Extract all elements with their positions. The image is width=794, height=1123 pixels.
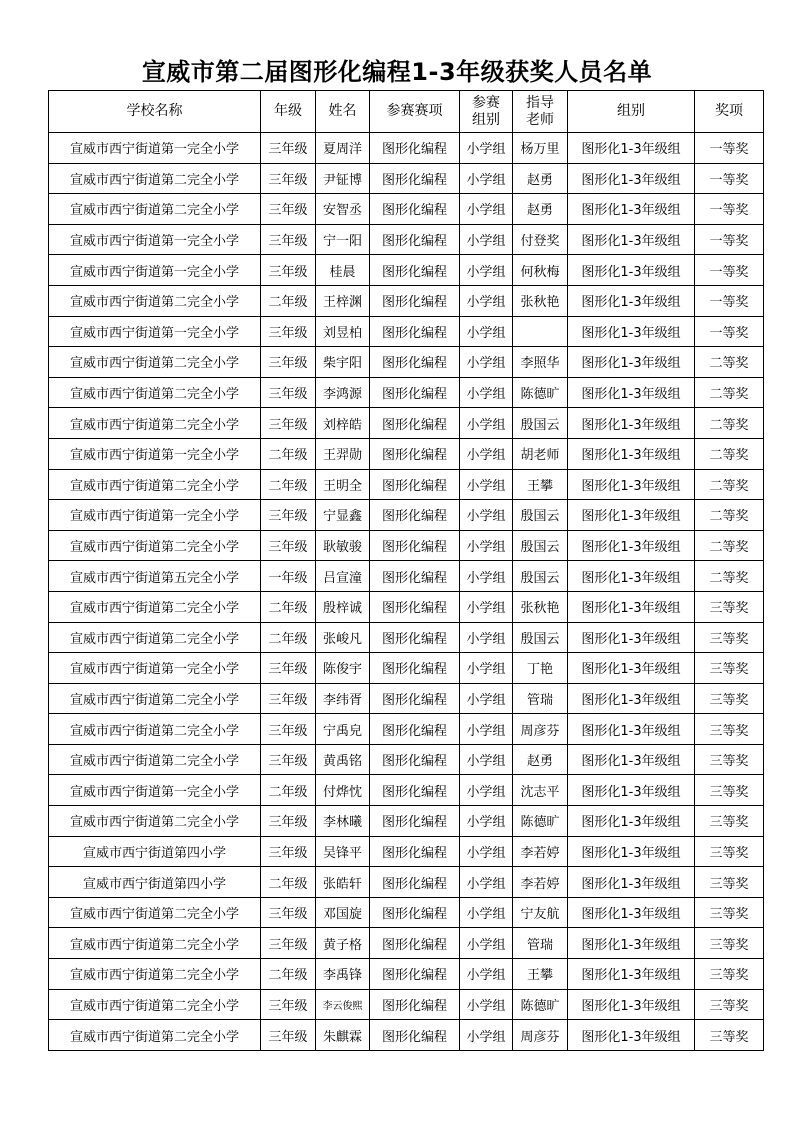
cell-school: 宣威市西宁街道第二完全小学 (49, 622, 261, 653)
cell-award: 一等奖 (695, 224, 764, 255)
cell-group: 小学组 (460, 653, 513, 684)
table-row (49, 438, 764, 469)
cell-name: 宁禹皃 (316, 714, 370, 745)
cell-category: 图形化1-3年级组 (568, 347, 695, 378)
cell-school: 宣威市西宁街道第二完全小学 (49, 1020, 261, 1051)
cell-event: 图形化编程 (370, 347, 460, 378)
cell-grade: 三年级 (261, 989, 316, 1020)
cell-grade: 二年级 (261, 959, 316, 990)
cell-category: 图形化1-3年级组 (568, 591, 695, 622)
cell-grade: 二年级 (261, 438, 316, 469)
table-row (49, 377, 764, 408)
table-row (49, 897, 764, 928)
cell-school: 宣威市西宁街道第二完全小学 (49, 469, 261, 500)
cell-grade: 三年级 (261, 836, 316, 867)
table-row (49, 255, 764, 286)
cell-category: 图形化1-3年级组 (568, 530, 695, 561)
cell-grade: 二年级 (261, 622, 316, 653)
cell-grade: 三年级 (261, 255, 316, 286)
cell-group: 小学组 (460, 591, 513, 622)
cell-group: 小学组 (460, 255, 513, 286)
cell-school: 宣威市西宁街道第一完全小学 (49, 224, 261, 255)
cell-category: 图形化1-3年级组 (568, 653, 695, 684)
cell-award: 一等奖 (695, 255, 764, 286)
cell-award: 二等奖 (695, 408, 764, 439)
cell-school: 宣威市西宁街道第二完全小学 (49, 408, 261, 439)
cell-name: 王梓渊 (316, 285, 370, 316)
cell-school: 宣威市西宁街道第二完全小学 (49, 989, 261, 1020)
cell-category: 图形化1-3年级组 (568, 408, 695, 439)
cell-teacher: 丁艳 (513, 653, 568, 684)
cell-category: 图形化1-3年级组 (568, 438, 695, 469)
cell-school: 宣威市西宁街道第二完全小学 (49, 347, 261, 378)
cell-teacher: 管瑞 (513, 683, 568, 714)
cell-name: 桂晨 (316, 255, 370, 286)
table-row (49, 1020, 764, 1051)
cell-event: 图形化编程 (370, 224, 460, 255)
cell-award: 三等奖 (695, 775, 764, 806)
cell-event: 图形化编程 (370, 989, 460, 1020)
cell-school: 宣威市西宁街道第一完全小学 (49, 775, 261, 806)
cell-award: 三等奖 (695, 744, 764, 775)
cell-teacher: 沈志平 (513, 775, 568, 806)
cell-event: 图形化编程 (370, 408, 460, 439)
table-row (49, 989, 764, 1020)
cell-teacher: 李照华 (513, 347, 568, 378)
header-name: 姓名 (316, 91, 370, 133)
cell-category: 图形化1-3年级组 (568, 622, 695, 653)
cell-grade: 三年级 (261, 897, 316, 928)
cell-teacher: 张秋艳 (513, 591, 568, 622)
table-row (49, 194, 764, 225)
cell-event: 图形化编程 (370, 897, 460, 928)
cell-category: 图形化1-3年级组 (568, 683, 695, 714)
cell-event: 图形化编程 (370, 438, 460, 469)
cell-event: 图形化编程 (370, 255, 460, 286)
cell-school: 宣威市西宁街道第一完全小学 (49, 438, 261, 469)
header-grade: 年级 (261, 91, 316, 133)
cell-award: 一等奖 (695, 194, 764, 225)
cell-teacher: 陈德旷 (513, 377, 568, 408)
table-header (49, 91, 764, 133)
cell-school: 宣威市西宁街道第二完全小学 (49, 285, 261, 316)
cell-grade: 三年级 (261, 194, 316, 225)
cell-award: 三等奖 (695, 989, 764, 1020)
cell-grade: 二年级 (261, 775, 316, 806)
cell-award: 三等奖 (695, 867, 764, 898)
cell-teacher: 王攀 (513, 959, 568, 990)
cell-name: 刘梓皓 (316, 408, 370, 439)
cell-event: 图形化编程 (370, 928, 460, 959)
cell-school: 宣威市西宁街道第二完全小学 (49, 959, 261, 990)
cell-group: 小学组 (460, 775, 513, 806)
cell-award: 二等奖 (695, 377, 764, 408)
cell-teacher: 李若婷 (513, 867, 568, 898)
cell-event: 图形化编程 (370, 469, 460, 500)
cell-name: 李禹锋 (316, 959, 370, 990)
cell-teacher: 周彦芬 (513, 714, 568, 745)
page-title: 宣威市第二届图形化编程1-3年级获奖人员名单 (141, 58, 653, 86)
cell-name: 吴锋平 (316, 836, 370, 867)
cell-category: 图形化1-3年级组 (568, 194, 695, 225)
cell-event: 图形化编程 (370, 959, 460, 990)
cell-category: 图形化1-3年级组 (568, 285, 695, 316)
cell-award: 一等奖 (695, 285, 764, 316)
cell-event: 图形化编程 (370, 836, 460, 867)
cell-grade: 三年级 (261, 347, 316, 378)
cell-school: 宣威市西宁街道第二完全小学 (49, 591, 261, 622)
cell-teacher: 宁友航 (513, 897, 568, 928)
cell-group: 小学组 (460, 714, 513, 745)
cell-event: 图形化编程 (370, 653, 460, 684)
cell-category: 图形化1-3年级组 (568, 928, 695, 959)
cell-grade: 三年级 (261, 928, 316, 959)
cell-award: 三等奖 (695, 622, 764, 653)
cell-grade: 三年级 (261, 806, 316, 837)
cell-category: 图形化1-3年级组 (568, 500, 695, 531)
table-row (49, 867, 764, 898)
cell-teacher: 殷国云 (513, 500, 568, 531)
cell-award: 三等奖 (695, 683, 764, 714)
table-row (49, 959, 764, 990)
cell-award: 三等奖 (695, 897, 764, 928)
cell-teacher: 周彦芬 (513, 1020, 568, 1051)
cell-grade: 三年级 (261, 683, 316, 714)
cell-event: 图形化编程 (370, 133, 460, 164)
cell-school: 宣威市西宁街道第四小学 (49, 867, 261, 898)
cell-school: 宣威市西宁街道第二完全小学 (49, 714, 261, 745)
header-group-line1: 参赛 (472, 94, 500, 111)
cell-event: 图形化编程 (370, 622, 460, 653)
cell-group: 小学组 (460, 989, 513, 1020)
header-teacher-line1: 指导 (526, 94, 554, 111)
cell-name: 李纬胥 (316, 683, 370, 714)
cell-school: 宣威市西宁街道第四小学 (49, 836, 261, 867)
cell-name: 王羿勋 (316, 438, 370, 469)
cell-award: 三等奖 (695, 714, 764, 745)
cell-group: 小学组 (460, 194, 513, 225)
cell-category: 图形化1-3年级组 (568, 1020, 695, 1051)
cell-school: 宣威市西宁街道第二完全小学 (49, 928, 261, 959)
table-row (49, 224, 764, 255)
table-row (49, 316, 764, 347)
cell-award: 二等奖 (695, 347, 764, 378)
cell-group: 小学组 (460, 133, 513, 164)
table-row (49, 591, 764, 622)
cell-teacher (513, 316, 568, 347)
cell-grade: 三年级 (261, 377, 316, 408)
cell-event: 图形化编程 (370, 194, 460, 225)
header-row (49, 91, 764, 133)
cell-school: 宣威市西宁街道第二完全小学 (49, 377, 261, 408)
cell-group: 小学组 (460, 561, 513, 592)
cell-school: 宣威市西宁街道第一完全小学 (49, 500, 261, 531)
cell-award: 二等奖 (695, 500, 764, 531)
cell-grade: 三年级 (261, 224, 316, 255)
cell-name: 安智丞 (316, 194, 370, 225)
cell-grade: 一年级 (261, 561, 316, 592)
cell-name: 付烨忱 (316, 775, 370, 806)
table-row (49, 714, 764, 745)
table-row (49, 163, 764, 194)
cell-category: 图形化1-3年级组 (568, 469, 695, 500)
cell-award: 三等奖 (695, 928, 764, 959)
cell-teacher: 赵勇 (513, 163, 568, 194)
cell-event: 图形化编程 (370, 500, 460, 531)
cell-group: 小学组 (460, 683, 513, 714)
cell-award: 三等奖 (695, 806, 764, 837)
header-teacher (513, 91, 568, 133)
cell-school: 宣威市西宁街道第二完全小学 (49, 897, 261, 928)
cell-category: 图形化1-3年级组 (568, 133, 695, 164)
cell-grade: 三年级 (261, 133, 316, 164)
cell-name: 张皓轩 (316, 867, 370, 898)
cell-event: 图形化编程 (370, 714, 460, 745)
cell-name: 刘昱柏 (316, 316, 370, 347)
cell-category: 图形化1-3年级组 (568, 836, 695, 867)
cell-category: 图形化1-3年级组 (568, 714, 695, 745)
table-row (49, 775, 764, 806)
cell-group: 小学组 (460, 959, 513, 990)
cell-name: 宁一阳 (316, 224, 370, 255)
cell-teacher: 杨万里 (513, 133, 568, 164)
cell-group: 小学组 (460, 469, 513, 500)
cell-teacher: 王攀 (513, 469, 568, 500)
table-row (49, 530, 764, 561)
table-row (49, 285, 764, 316)
cell-school: 宣威市西宁街道第一完全小学 (49, 133, 261, 164)
cell-school: 宣威市西宁街道第二完全小学 (49, 530, 261, 561)
table-row (49, 347, 764, 378)
cell-award: 一等奖 (695, 163, 764, 194)
cell-group: 小学组 (460, 744, 513, 775)
cell-event: 图形化编程 (370, 285, 460, 316)
cell-award: 二等奖 (695, 469, 764, 500)
cell-grade: 三年级 (261, 408, 316, 439)
cell-school: 宣威市西宁街道第一完全小学 (49, 255, 261, 286)
cell-group: 小学组 (460, 836, 513, 867)
cell-school: 宣威市西宁街道第二完全小学 (49, 163, 261, 194)
cell-award: 二等奖 (695, 530, 764, 561)
cell-name: 夏周洋 (316, 133, 370, 164)
cell-group: 小学组 (460, 347, 513, 378)
cell-category: 图形化1-3年级组 (568, 316, 695, 347)
cell-name: 柴宇阳 (316, 347, 370, 378)
table-row (49, 744, 764, 775)
cell-award: 三等奖 (695, 959, 764, 990)
cell-group: 小学组 (460, 530, 513, 561)
cell-group: 小学组 (460, 224, 513, 255)
cell-event: 图形化编程 (370, 316, 460, 347)
cell-award: 二等奖 (695, 561, 764, 592)
cell-group: 小学组 (460, 1020, 513, 1051)
cell-category: 图形化1-3年级组 (568, 377, 695, 408)
cell-teacher: 陈德旷 (513, 989, 568, 1020)
cell-grade: 二年级 (261, 469, 316, 500)
cell-event: 图形化编程 (370, 377, 460, 408)
table-row (49, 928, 764, 959)
cell-event: 图形化编程 (370, 806, 460, 837)
header-award: 奖项 (695, 91, 764, 133)
awards-table (48, 90, 764, 1051)
header-group (460, 91, 513, 133)
header-school: 学校名称 (49, 91, 261, 133)
cell-event: 图形化编程 (370, 867, 460, 898)
cell-group: 小学组 (460, 377, 513, 408)
cell-teacher: 殷国云 (513, 408, 568, 439)
cell-group: 小学组 (460, 316, 513, 347)
cell-teacher: 何秋梅 (513, 255, 568, 286)
cell-name: 朱麒霖 (316, 1020, 370, 1051)
cell-grade: 二年级 (261, 591, 316, 622)
cell-grade: 三年级 (261, 714, 316, 745)
cell-category: 图形化1-3年级组 (568, 775, 695, 806)
cell-event: 图形化编程 (370, 775, 460, 806)
cell-category: 图形化1-3年级组 (568, 561, 695, 592)
table-body (49, 133, 764, 1051)
cell-award: 二等奖 (695, 438, 764, 469)
cell-grade: 三年级 (261, 1020, 316, 1051)
cell-award: 三等奖 (695, 653, 764, 684)
cell-school: 宣威市西宁街道第一完全小学 (49, 316, 261, 347)
table-row (49, 836, 764, 867)
cell-grade: 三年级 (261, 316, 316, 347)
cell-category: 图形化1-3年级组 (568, 897, 695, 928)
cell-grade: 二年级 (261, 285, 316, 316)
table-row (49, 806, 764, 837)
cell-teacher: 陈德旷 (513, 806, 568, 837)
header-group-line2: 组别 (472, 111, 500, 128)
cell-category: 图形化1-3年级组 (568, 224, 695, 255)
cell-category: 图形化1-3年级组 (568, 744, 695, 775)
cell-event: 图形化编程 (370, 1020, 460, 1051)
cell-group: 小学组 (460, 163, 513, 194)
cell-award: 一等奖 (695, 133, 764, 164)
cell-award: 三等奖 (695, 836, 764, 867)
cell-group: 小学组 (460, 897, 513, 928)
table-row (49, 683, 764, 714)
cell-group: 小学组 (460, 408, 513, 439)
cell-group: 小学组 (460, 438, 513, 469)
header-category: 组别 (568, 91, 695, 133)
table-row (49, 561, 764, 592)
cell-teacher: 张秋艳 (513, 285, 568, 316)
cell-name: 黄禹铭 (316, 744, 370, 775)
cell-grade: 三年级 (261, 744, 316, 775)
cell-teacher: 殷国云 (513, 530, 568, 561)
cell-teacher: 赵勇 (513, 194, 568, 225)
cell-teacher: 赵勇 (513, 744, 568, 775)
cell-name: 张峻凡 (316, 622, 370, 653)
cell-category: 图形化1-3年级组 (568, 989, 695, 1020)
cell-award: 三等奖 (695, 591, 764, 622)
cell-event: 图形化编程 (370, 683, 460, 714)
cell-teacher: 付登奖 (513, 224, 568, 255)
cell-school: 宣威市西宁街道第二完全小学 (49, 683, 261, 714)
cell-grade: 二年级 (261, 867, 316, 898)
cell-group: 小学组 (460, 806, 513, 837)
cell-group: 小学组 (460, 622, 513, 653)
cell-name: 耿敏骏 (316, 530, 370, 561)
cell-name: 李林曦 (316, 806, 370, 837)
cell-grade: 三年级 (261, 653, 316, 684)
cell-award: 三等奖 (695, 1020, 764, 1051)
table-row (49, 469, 764, 500)
cell-category: 图形化1-3年级组 (568, 163, 695, 194)
cell-school: 宣威市西宁街道第五完全小学 (49, 561, 261, 592)
cell-award: 一等奖 (695, 316, 764, 347)
cell-event: 图形化编程 (370, 561, 460, 592)
cell-name: 黄子格 (316, 928, 370, 959)
cell-name: 尹钲博 (316, 163, 370, 194)
table-row (49, 500, 764, 531)
cell-name: 邓国旋 (316, 897, 370, 928)
cell-teacher: 胡老师 (513, 438, 568, 469)
cell-name: 王明全 (316, 469, 370, 500)
cell-grade: 三年级 (261, 500, 316, 531)
cell-event: 图形化编程 (370, 530, 460, 561)
cell-teacher: 管瑞 (513, 928, 568, 959)
cell-group: 小学组 (460, 928, 513, 959)
table-row (49, 133, 764, 164)
cell-grade: 三年级 (261, 163, 316, 194)
cell-group: 小学组 (460, 867, 513, 898)
cell-category: 图形化1-3年级组 (568, 867, 695, 898)
table-row (49, 653, 764, 684)
cell-group: 小学组 (460, 500, 513, 531)
table-row (49, 622, 764, 653)
cell-event: 图形化编程 (370, 744, 460, 775)
cell-name: 吕宣潼 (316, 561, 370, 592)
cell-name: 李云俊熙 (316, 989, 370, 1020)
cell-teacher: 李若婷 (513, 836, 568, 867)
cell-category: 图形化1-3年级组 (568, 959, 695, 990)
cell-event: 图形化编程 (370, 163, 460, 194)
cell-school: 宣威市西宁街道第二完全小学 (49, 744, 261, 775)
cell-name: 李鸿源 (316, 377, 370, 408)
header-event: 参赛赛项 (370, 91, 460, 133)
cell-name: 陈俊宇 (316, 653, 370, 684)
cell-category: 图形化1-3年级组 (568, 255, 695, 286)
cell-event: 图形化编程 (370, 591, 460, 622)
cell-name: 殷梓诚 (316, 591, 370, 622)
cell-school: 宣威市西宁街道第一完全小学 (49, 653, 261, 684)
cell-teacher: 殷国云 (513, 622, 568, 653)
cell-category: 图形化1-3年级组 (568, 806, 695, 837)
table-row (49, 408, 764, 439)
cell-name: 宁显鑫 (316, 500, 370, 531)
cell-teacher: 殷国云 (513, 561, 568, 592)
cell-school: 宣威市西宁街道第二完全小学 (49, 806, 261, 837)
cell-grade: 三年级 (261, 530, 316, 561)
cell-school: 宣威市西宁街道第二完全小学 (49, 194, 261, 225)
cell-group: 小学组 (460, 285, 513, 316)
header-teacher-line2: 老师 (526, 111, 554, 128)
